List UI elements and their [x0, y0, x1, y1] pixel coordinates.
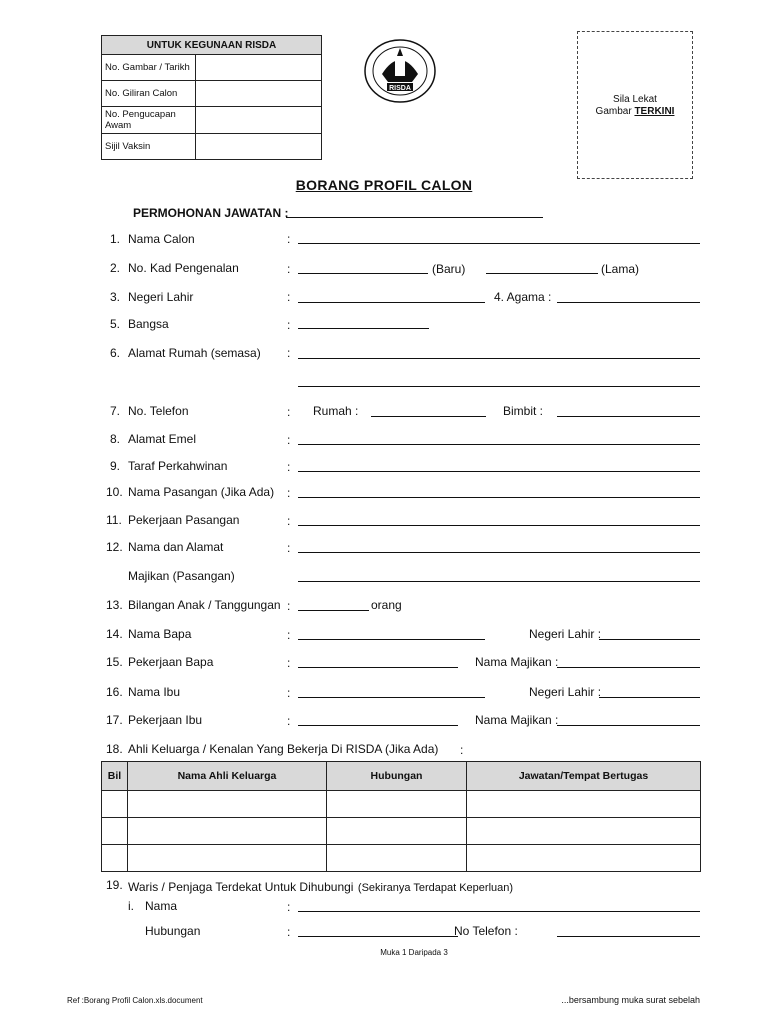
taraf-perkahwinan-input[interactable] [298, 471, 700, 472]
emel-input[interactable] [298, 444, 700, 445]
colon: : [287, 232, 291, 246]
f12-label: Nama dan Alamat [128, 540, 224, 554]
alamat-input-2[interactable] [298, 386, 700, 387]
f7-label: No. Telefon [128, 404, 189, 418]
table-row [102, 791, 701, 818]
f2-label: No. Kad Pengenalan [128, 261, 239, 275]
table-cell[interactable] [467, 791, 701, 818]
colon: : [287, 318, 291, 332]
office-row-value[interactable] [196, 55, 322, 81]
f17-label: Pekerjaan Ibu [128, 713, 203, 727]
table-cell[interactable] [128, 818, 327, 845]
f18-label: Ahli Keluarga / Kenalan Yang Bekerja Di RISDA (Jika Ada) [128, 742, 439, 756]
f5-label: Bangsa [128, 317, 169, 331]
agama-input[interactable] [557, 302, 700, 303]
negeri-lahir-ibu-input[interactable] [599, 697, 700, 698]
table-cell[interactable] [327, 845, 467, 872]
colon: : [287, 486, 291, 500]
f9-number: 9. [110, 459, 121, 473]
table-cell[interactable] [102, 791, 128, 818]
f12-label-2: Majikan (Pasangan) [128, 569, 235, 583]
f6-number: 6. [110, 346, 121, 360]
f8-label: Alamat Emel [128, 432, 197, 446]
f13-label: Bilangan Anak / Tanggungan [128, 598, 281, 612]
waris-hubungan-input[interactable] [298, 936, 458, 937]
footer-ref: Ref :Borang Profil Calon.xls.document [67, 996, 203, 1005]
colon: : [287, 460, 291, 474]
ic-lama-input[interactable] [486, 273, 598, 274]
alamat-input-1[interactable] [298, 358, 700, 359]
jawatan-input[interactable] [286, 217, 543, 218]
majikan-pasangan-input-1[interactable] [298, 552, 700, 553]
colon: : [287, 433, 291, 447]
col-jawatan: Jawatan/Tempat Bertugas [467, 762, 701, 791]
office-row-value[interactable] [196, 134, 322, 160]
jawatan-label: PERMOHONAN JAWATAN : [133, 206, 289, 220]
nama-majikan-bapa-label: Nama Majikan : [475, 655, 559, 669]
f16-number: 16. [106, 685, 123, 699]
bangsa-input[interactable] [298, 328, 429, 329]
office-use-table [101, 35, 322, 160]
office-row-label: No. Pengucapan Awam [102, 107, 196, 134]
office-row-label: Sijil Vaksin [102, 134, 196, 160]
nama-majikan-bapa-input[interactable] [557, 667, 700, 668]
nama-bapa-input[interactable] [298, 639, 485, 640]
office-row-value[interactable] [196, 81, 322, 107]
orang-label: orang [371, 598, 402, 612]
table-cell[interactable] [327, 791, 467, 818]
nama-pasangan-input[interactable] [298, 497, 700, 498]
colon: : [287, 405, 291, 419]
f3-number: 3. [110, 290, 121, 304]
f1-label: Nama Calon [128, 232, 195, 246]
col-hubungan: Hubungan [327, 762, 467, 791]
table-cell[interactable] [467, 845, 701, 872]
f16-label: Nama Ibu [128, 685, 181, 699]
risda-logo [362, 38, 438, 104]
table-cell[interactable] [327, 818, 467, 845]
photo-instruction: Sila Lekat [613, 94, 657, 105]
colon: : [460, 743, 464, 757]
f5-number: 5. [110, 317, 121, 331]
f11-label: Pekerjaan Pasangan [128, 513, 240, 527]
nama-ibu-input[interactable] [298, 697, 485, 698]
pekerjaan-ibu-input[interactable] [298, 725, 458, 726]
colon: : [287, 900, 291, 914]
colon: : [287, 656, 291, 670]
lama-label: (Lama) [601, 262, 640, 276]
negeri-lahir-bapa-input[interactable] [599, 639, 700, 640]
f18-number: 18. [106, 742, 123, 756]
hubungan-label: Hubungan [145, 924, 201, 938]
pekerjaan-bapa-input[interactable] [298, 667, 458, 668]
f11-number: 11. [106, 513, 122, 527]
f17-number: 17. [106, 713, 123, 727]
telefon-bimbit-input[interactable] [557, 416, 700, 417]
family-table [101, 761, 701, 872]
f1-number: 1. [110, 232, 121, 246]
page-number: Muka 1 Daripada 3 [380, 948, 448, 957]
negeri-lahir-input[interactable] [298, 302, 485, 303]
majikan-pasangan-input-2[interactable] [298, 581, 700, 582]
bilangan-anak-input[interactable] [298, 610, 369, 611]
f19-number: 19. [106, 878, 123, 892]
photo-box[interactable] [577, 31, 693, 179]
photo-instruction-2: Gambar [595, 106, 635, 117]
colon: : [287, 514, 291, 528]
office-row-value[interactable] [196, 107, 322, 134]
negeri-lahir-ibu-label: Negeri Lahir : [529, 685, 602, 699]
f14-label: Nama Bapa [128, 627, 192, 641]
form-title: BORANG PROFIL CALON [295, 177, 473, 193]
nama-majikan-ibu-input[interactable] [557, 725, 700, 726]
table-row [102, 818, 701, 845]
colon: : [287, 262, 291, 276]
footer-continued: ...bersambung muka surat sebelah [561, 995, 700, 1005]
col-bil: Bil [102, 762, 128, 791]
f19-note: (Sekiranya Terdapat Keperluan) [357, 882, 514, 894]
rumah-label: Rumah : [313, 404, 359, 418]
f19-heading [128, 878, 513, 896]
baru-label: (Baru) [432, 262, 466, 276]
f13-number: 13. [106, 598, 123, 612]
nama-majikan-ibu-label: Nama Majikan : [475, 713, 559, 727]
agama-label: 4. Agama : [494, 290, 552, 304]
table-cell[interactable] [102, 845, 128, 872]
table-row [102, 845, 701, 872]
waris-telefon-input[interactable] [557, 936, 700, 937]
waris-nama-input[interactable] [298, 911, 700, 912]
f2-number: 2. [110, 261, 121, 275]
nama-calon-input[interactable] [298, 243, 700, 244]
bimbit-label: Bimbit : [503, 404, 544, 418]
colon: : [287, 628, 291, 642]
negeri-lahir-bapa-label: Negeri Lahir : [529, 627, 602, 641]
f19i-number: i. [128, 899, 134, 913]
colon: : [287, 714, 291, 728]
table-cell[interactable] [102, 818, 128, 845]
colon: : [287, 346, 291, 360]
logo-text: RISDA [389, 85, 411, 92]
no-telefon-label: No Telefon : [454, 924, 518, 938]
f10-number: 10. [106, 485, 123, 499]
office-row-label: No. Gambar / Tarikh [102, 55, 196, 81]
colon: : [287, 686, 291, 700]
f15-label: Pekerjaan Bapa [128, 655, 214, 669]
telefon-rumah-input[interactable] [371, 416, 486, 417]
f10-label: Nama Pasangan (Jika Ada) [128, 485, 275, 499]
f6-label: Alamat Rumah (semasa) [128, 346, 261, 360]
colon: : [287, 290, 291, 304]
colon: : [287, 541, 291, 555]
f19-label: Waris / Penjaga Terdekat Untuk Dihubungi [128, 880, 354, 894]
f7-number: 7. [110, 404, 121, 418]
f15-number: 15. [106, 655, 123, 669]
ic-baru-input[interactable] [298, 273, 428, 274]
col-nama: Nama Ahli Keluarga [128, 762, 327, 791]
table-cell[interactable] [128, 845, 327, 872]
table-cell[interactable] [128, 791, 327, 818]
colon: : [287, 599, 291, 613]
pekerjaan-pasangan-input[interactable] [298, 525, 700, 526]
colon: : [287, 925, 291, 939]
office-row-label: No. Giliran Calon [102, 81, 196, 107]
table-cell[interactable] [467, 818, 701, 845]
f8-number: 8. [110, 432, 121, 446]
f14-number: 14. [106, 627, 123, 641]
f12-number: 12. [106, 540, 123, 554]
f9-label: Taraf Perkahwinan [128, 459, 228, 473]
photo-terkini: TERKINI [634, 106, 675, 117]
f3-label: Negeri Lahir [128, 290, 194, 304]
office-use-header: UNTUK KEGUNAAN RISDA [102, 36, 322, 55]
f19i-label: Nama [145, 899, 178, 913]
